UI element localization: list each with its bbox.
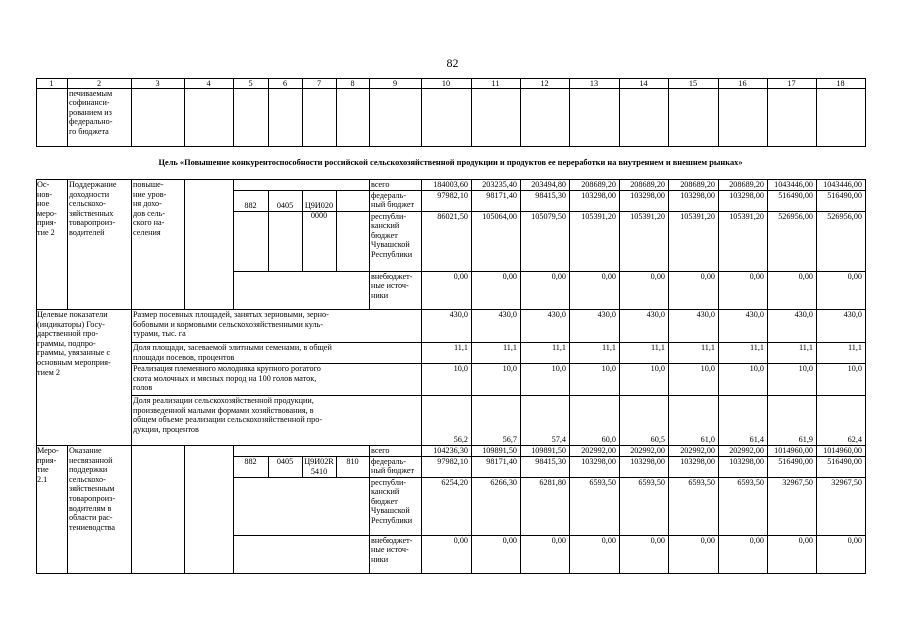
m21-name-text: Оказание — [69, 446, 102, 455]
m21-name-text: водителям в — [69, 503, 112, 513]
m2-source-label: Чувашской — [371, 240, 410, 250]
fragment-col-rule — [369, 88, 370, 147]
fragment-col-rule — [767, 88, 768, 147]
m2-value: 208689,20 — [581, 179, 616, 189]
m21-value: 32967,50 — [782, 477, 813, 487]
m2-value: 516490,00 — [778, 190, 813, 200]
indicator-value: 11,1 — [502, 343, 517, 352]
header-bottom-rule — [36, 88, 866, 89]
fragment-text: софинанси- — [69, 98, 110, 108]
indicators-label: (индикаторы) Госу- — [37, 319, 105, 329]
m2-value: 526956,00 — [827, 211, 862, 221]
fragment-col-rule — [233, 88, 234, 147]
m2-value: 0,00 — [601, 271, 616, 281]
m21-type-text: Меро- — [37, 446, 59, 455]
m21-csr: Ц9И02R — [304, 457, 334, 466]
m2-name-text: сельскохо- — [69, 199, 106, 209]
m2-source-label: бюджет — [371, 230, 398, 240]
header-cell: 14 — [639, 78, 648, 88]
m2-value: 0,00 — [551, 271, 566, 281]
indicator-value: 430,0 — [597, 310, 616, 319]
m2-type-text: нов- — [37, 189, 53, 199]
header-cell: 17 — [787, 78, 796, 88]
indicators-label: граммы, увязанные с — [37, 348, 111, 358]
m2-type-text: прия- — [37, 218, 57, 228]
m2-value: 103298,00 — [680, 190, 715, 200]
m2-grbs: 882 — [244, 201, 257, 210]
fragment-col-rule — [184, 88, 185, 147]
m2-value: 0,00 — [453, 271, 468, 281]
m21-col-rule — [184, 445, 185, 574]
m2-col-rule — [233, 179, 234, 310]
m2-value: 98415,30 — [535, 190, 566, 200]
fragment-col-rule — [668, 88, 669, 147]
m21-source-label: федераль- — [371, 456, 406, 466]
ind-col-rule — [816, 309, 817, 446]
m2-value: 0,00 — [847, 271, 862, 281]
m21-value: 516490,00 — [778, 456, 813, 466]
indicator-value: 10,0 — [502, 364, 517, 373]
indicator-text: скота молочных и мясных пород на 100 голов маток, — [133, 373, 317, 383]
header-cell: 15 — [688, 78, 698, 88]
indicator-value: 60,0 — [601, 435, 616, 444]
m2-value: 98171,40 — [486, 190, 517, 200]
m21-value: 98415,30 — [535, 456, 566, 466]
fragment-text: рованием из — [69, 107, 112, 117]
m21-value: 1014960,00 — [823, 445, 862, 455]
m2-value: 1043446,00 — [823, 179, 862, 189]
m21-source-label: канский — [371, 487, 400, 497]
ind-col-rule — [569, 309, 570, 446]
m2-value: 516490,00 — [827, 190, 862, 200]
indicator-value: 430,0 — [794, 310, 813, 319]
m21-value: 202992,00 — [729, 445, 764, 455]
header-cell: 8 — [350, 78, 355, 88]
m21-source-label: ные источ- — [371, 545, 409, 555]
m2-name-text: Поддержание — [69, 180, 117, 189]
m2-value: 0,00 — [650, 271, 665, 281]
m2-name-text: доходности — [69, 189, 110, 199]
m2-type-text: ное — [37, 199, 50, 209]
m2-value: 105391,20 — [581, 211, 616, 221]
m2-source-label: внебюджет- — [371, 271, 413, 281]
m2-source-label: всего — [371, 179, 390, 189]
ind-text-rule — [131, 309, 132, 446]
m21-value: 6593,50 — [638, 477, 665, 487]
m21-name-text: товаропроиз- — [69, 494, 116, 503]
m21-source-label: внебюджет- — [371, 535, 413, 545]
m2-value: 105391,20 — [680, 211, 715, 221]
m21-value: 0,00 — [700, 535, 715, 545]
indicator-text: площади посевов, процентов — [133, 352, 235, 362]
m2-type-text: тие 2 — [37, 228, 55, 237]
m21-value: 0,00 — [601, 535, 616, 545]
m21-value: 103298,00 — [729, 456, 764, 466]
indicator-text: голов — [133, 383, 153, 393]
m21-value: 6593,50 — [688, 477, 715, 487]
indicator-value: 10,0 — [700, 364, 715, 373]
fragment-col-rule — [619, 88, 620, 147]
fragment-col-rule — [718, 88, 719, 147]
m2-value: 184003,60 — [433, 179, 468, 189]
indicator-value: 430,0 — [547, 310, 566, 319]
m21-value: 103298,00 — [630, 456, 665, 466]
m21-col-rule — [865, 445, 866, 574]
m21-value: 6593,50 — [589, 477, 616, 487]
m21-grbs: 882 — [244, 457, 257, 466]
m2-value: 0,00 — [502, 271, 517, 281]
m2-value: 0,00 — [749, 271, 764, 281]
indicator-value: 56,7 — [502, 435, 517, 444]
indicator-value: 10,0 — [551, 364, 566, 373]
m21-name-text: несвязанной — [69, 455, 113, 465]
indicator-value: 10,0 — [847, 364, 862, 373]
m2-source-label: ный бюджет — [371, 200, 415, 210]
m21-col-rule — [131, 445, 132, 574]
header-cell: 18 — [836, 78, 845, 88]
indicator-text: дукции, процентов — [133, 424, 199, 434]
m2-value: 526956,00 — [778, 211, 813, 221]
fragment-col-rule — [471, 88, 472, 147]
m21-source-label: ный бюджет — [371, 466, 415, 476]
m21-value: 103298,00 — [581, 456, 616, 466]
m21-value: 98171,40 — [486, 456, 517, 466]
fragment-col-rule — [865, 88, 866, 147]
header-cell: 2 — [96, 78, 102, 88]
m2-value: 1043446,00 — [774, 179, 813, 189]
m21-type-text: 2.1 — [37, 474, 48, 484]
ind-col-rule — [767, 309, 768, 446]
m21-value: 516490,00 — [827, 456, 862, 466]
indicator-value: 10,0 — [601, 364, 616, 373]
m2-value: 97982,10 — [437, 190, 468, 200]
header-cell: 11 — [491, 78, 500, 88]
m21-col-rule — [369, 445, 370, 574]
indicator-value: 10,0 — [453, 364, 468, 373]
indicators-label: основным мероприя- — [37, 358, 111, 367]
m2-value: 203494,80 — [531, 179, 566, 189]
indicator-value: 57,4 — [551, 435, 566, 444]
m2-source-label: канский — [371, 221, 400, 231]
m21-value: 6281,80 — [539, 477, 566, 487]
m2-source-label: федераль- — [371, 190, 406, 200]
fragment-col-rule — [302, 88, 303, 147]
m21-value: 32967,50 — [831, 477, 862, 487]
ind-col-rule — [520, 309, 521, 446]
header-cell: 1 — [49, 78, 54, 88]
indicator-value: 11,1 — [601, 343, 616, 352]
fragment-text: го бюджета — [69, 126, 109, 136]
m2-goal-text: ние уров- — [133, 189, 167, 199]
m21-name-text: сельскохо- — [69, 474, 106, 484]
indicator-value: 10,0 — [650, 364, 665, 373]
ind-col-rule — [471, 309, 472, 446]
m21-value: 6593,50 — [737, 477, 764, 487]
indicators-label: Целевые показатели — [37, 310, 108, 319]
program-table — [36, 78, 865, 573]
m21-value: 202992,00 — [630, 445, 665, 455]
indicator-text: бобовыми и кормовыми сельскохозяйственными куль- — [133, 319, 324, 329]
m2-goal-text: дов сель- — [133, 208, 166, 218]
m2-value: 0,00 — [700, 271, 715, 281]
indicator-text: Доля реализации сельскохозяйственной продукции, — [133, 396, 314, 405]
m2-value: 208689,20 — [729, 179, 764, 189]
indicators-label: граммы, подпро- — [37, 338, 96, 348]
m21-name-text: зяйственным — [69, 484, 115, 494]
m2-value: 105064,00 — [482, 211, 517, 221]
m2-source-label: ники — [371, 290, 389, 300]
m2-name-text: водителей — [69, 228, 105, 237]
page-number: 82 — [446, 56, 459, 70]
m21-value: 0,00 — [650, 535, 665, 545]
m2-value: 103298,00 — [581, 190, 616, 200]
m21-value: 103298,00 — [680, 456, 715, 466]
m2-goal-text: селения — [133, 228, 161, 237]
m2-type-text: меро- — [37, 208, 57, 218]
m21-type-text: прия- — [37, 455, 57, 465]
m21-name-text: тениеводства — [69, 522, 116, 532]
m21-value: 1014960,00 — [774, 445, 813, 455]
m21-value: 0,00 — [749, 535, 764, 545]
indicator-value: 430,0 — [843, 310, 862, 319]
m2-value: 208689,20 — [680, 179, 715, 189]
m21-vr: 810 — [346, 457, 359, 466]
header-cell: 5 — [248, 78, 253, 88]
indicator-text: произведенной малыми формами хозяйствования, в — [133, 405, 314, 415]
indicator-value: 10,0 — [749, 364, 764, 373]
ind-col-rule — [421, 309, 422, 446]
indicator-value: 430,0 — [646, 310, 665, 319]
ind-col-rule — [865, 309, 866, 446]
indicator-value: 11,1 — [847, 343, 862, 352]
m21-value: 202992,00 — [581, 445, 616, 455]
m21-source-label: республи- — [371, 477, 407, 487]
indicators-label: тием 2 — [37, 367, 60, 377]
m21-value: 6266,30 — [490, 477, 517, 487]
header-cell: 10 — [441, 78, 451, 88]
indicator-value: 11,1 — [453, 343, 468, 352]
m21-source-label: Республики — [371, 515, 413, 525]
m21-col-rule — [67, 445, 68, 574]
fragment-col-rule — [336, 88, 337, 147]
ind-col-rule — [718, 309, 719, 446]
m21-bottom-rule — [36, 573, 866, 574]
m2-col-rule — [865, 179, 866, 310]
m2-value: 208689,20 — [630, 179, 665, 189]
header-cell: 4 — [206, 78, 211, 88]
fragment-col-rule — [268, 88, 269, 147]
m21-source-label: бюджет — [371, 496, 398, 506]
m2-value: 105391,20 — [630, 211, 665, 221]
indicator-value: 11,1 — [551, 343, 566, 352]
m21-source-label: всего — [371, 445, 390, 455]
fragment-col-rule — [816, 88, 817, 147]
indicator-value: 61,0 — [700, 435, 715, 444]
indicator-text: Доля площади, засеваемой элитными семенами, в общей — [133, 343, 332, 352]
fragment-col-rule — [421, 88, 422, 147]
indicator-value: 60,5 — [650, 435, 665, 444]
m21-value: 0,00 — [453, 535, 468, 545]
header-cell: 6 — [282, 78, 288, 88]
fragment-col-rule — [67, 88, 68, 147]
m2-value: 105079,50 — [531, 211, 566, 221]
m2-source-label: Республики — [371, 249, 413, 259]
header-cell: 12 — [540, 78, 549, 88]
m21-csr: 5410 — [310, 466, 328, 476]
m21-value: 0,00 — [502, 535, 517, 545]
fragment-text: печиваемым — [69, 88, 113, 98]
fragment-text: федерально- — [69, 117, 113, 127]
fragment-bottom-rule — [36, 146, 866, 147]
m21-value: 97982,10 — [437, 456, 468, 466]
m2-source-label: ные источ- — [371, 281, 409, 291]
m2-col-rule — [67, 179, 68, 310]
m21-value: 0,00 — [551, 535, 566, 545]
m2-col-rule — [369, 179, 370, 310]
ind-col-rule — [619, 309, 620, 446]
m21-value: 0,00 — [847, 535, 862, 545]
ind-col-rule — [668, 309, 669, 446]
indicator-value: 11,1 — [798, 343, 813, 352]
m2-csr: 0000 — [310, 210, 328, 220]
indicator-value: 430,0 — [745, 310, 764, 319]
m2-code-col-rule — [336, 190, 337, 272]
m2-type-text: Ос- — [37, 180, 50, 189]
indicator-value: 61,4 — [749, 435, 764, 444]
m21-value: 0,00 — [798, 535, 813, 545]
fragment-col-rule — [36, 88, 37, 147]
indicator-text: общем объеме реализации сельскохозяйственной про- — [133, 415, 323, 425]
indicator-text: Размер посевных площадей, занятых зерновыми, зерно- — [133, 310, 329, 319]
header-cell: 7 — [316, 78, 322, 88]
m2-value: 86021,50 — [437, 211, 468, 221]
m2-goal-text: ского на- — [133, 218, 165, 228]
indicator-value: 430,0 — [498, 310, 517, 319]
header-cell: 16 — [738, 78, 747, 88]
indicator-value: 11,1 — [650, 343, 665, 352]
m2-col-rule — [131, 179, 132, 310]
header-cell: 13 — [589, 78, 599, 88]
m2-rzpr: 0405 — [276, 201, 294, 210]
m2-value: 203235,40 — [482, 179, 517, 189]
indicator-value: 11,1 — [700, 343, 715, 352]
m2-goal-text: ня дохо- — [133, 199, 162, 209]
indicators-label: дарственной про- — [37, 329, 99, 339]
m21-value: 109891,50 — [531, 445, 566, 455]
indicator-value: 430,0 — [449, 310, 468, 319]
m2-name-text: зяйственных — [69, 208, 114, 218]
indicator-value: 56,2 — [453, 435, 468, 444]
m2-value: 103298,00 — [729, 190, 764, 200]
m21-value: 6254,20 — [441, 477, 468, 487]
fragment-col-rule — [520, 88, 521, 147]
indicator-value: 62,4 — [847, 435, 862, 444]
indicator-value: 430,0 — [696, 310, 715, 319]
indicator-value: 11,1 — [749, 343, 764, 352]
goal-heading: Цель «Повышение конкурентоспособности российской сельскохозяйственной продукции и продуктов ее переработки на внутреннем и внешнем рынках» — [158, 158, 743, 167]
m2-value: 0,00 — [798, 271, 813, 281]
indicator-text: Реализация племенного молодняка крупного рогатого — [133, 364, 321, 373]
m21-rzpr: 0405 — [276, 457, 294, 466]
m2-name-text: товаропроиз- — [69, 218, 116, 228]
m2-value: 105391,20 — [729, 211, 764, 221]
m21-type-text: тие — [37, 465, 49, 475]
m21-value: 104236,30 — [433, 445, 468, 455]
fragment-col-rule — [569, 88, 570, 147]
header-cell: 3 — [155, 78, 160, 88]
m21-name-text: области рас- — [69, 513, 113, 523]
header-cell: 9 — [392, 78, 398, 88]
m21-value: 109891,50 — [482, 445, 517, 455]
m2-csr: Ц9И020 — [304, 201, 334, 210]
m21-source-label: Чувашской — [371, 506, 410, 516]
fragment-col-rule — [131, 88, 132, 147]
indicator-text: турами, тыс. га — [133, 329, 186, 339]
m2-goal-text: повыше- — [133, 180, 164, 189]
m21-source-label: ники — [371, 554, 389, 564]
m2-value: 103298,00 — [630, 190, 665, 200]
m2-source-label: республи- — [371, 211, 407, 221]
indicator-value: 10,0 — [798, 364, 813, 373]
m21-name-text: поддержки — [69, 465, 108, 475]
indicator-value: 61,9 — [798, 435, 813, 444]
m21-value: 202992,00 — [680, 445, 715, 455]
